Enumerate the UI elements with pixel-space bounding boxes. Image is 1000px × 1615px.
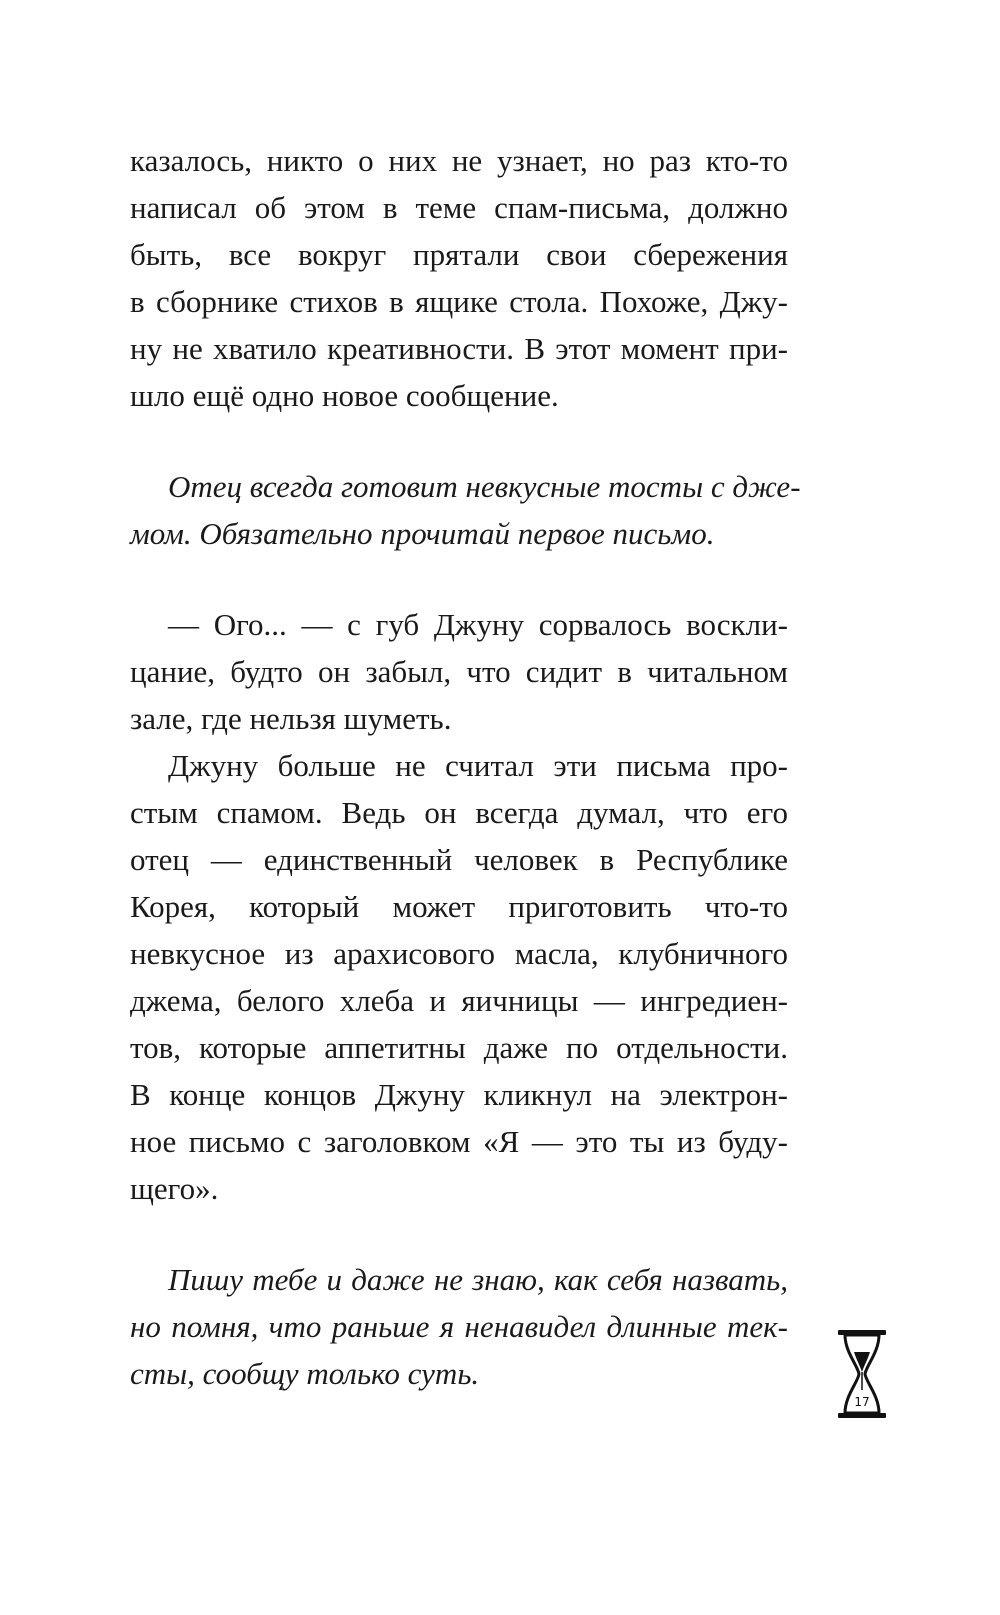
text-line: В конце концов Джуну кликнул на электрон- bbox=[130, 1077, 788, 1112]
italic-line: но помня, что раньше я ненавидел длинные тек- bbox=[130, 1309, 788, 1344]
text-line: невкусное из арахисового масла, клубничного bbox=[130, 936, 788, 971]
text-line: в сборнике стихов в ящике стола. Похоже, Джу- bbox=[130, 284, 788, 319]
text-line: отец — единственный человек в Республике bbox=[130, 842, 788, 877]
text-line: казалось, никто о них не узнает, но раз кто-то bbox=[130, 143, 788, 178]
italic-line: сты, сообщу только суть. bbox=[130, 1356, 480, 1391]
text-line: — Ого... — с губ Джуну сорвалось воскли- bbox=[168, 607, 788, 642]
text-line: ное письмо с заголовком «Я — это ты из буду- bbox=[130, 1124, 788, 1159]
italic-line: Пишу тебе и даже не знаю, как себя назвать, bbox=[168, 1262, 788, 1297]
text-line: зале, где нельзя шуметь. bbox=[130, 701, 452, 736]
text-line: Джуну больше не считал эти письма про- bbox=[168, 748, 788, 783]
text-line: написал об этом в теме спам-письма, должно bbox=[130, 190, 788, 225]
text-line: шло ещё одно новое сообщение. bbox=[130, 378, 559, 413]
text-line: джема, белого хлеба и яичницы — ингредиен- bbox=[130, 983, 788, 1018]
text-line: тов, которые аппетитны даже по отдельности. bbox=[130, 1030, 788, 1065]
page-folio bbox=[836, 1328, 888, 1420]
page-number: 17 bbox=[854, 1395, 870, 1409]
italic-line: мом. Обязательно прочитай первое письмо. bbox=[130, 516, 715, 551]
italic-line: Отец всегда готовит невкусные тосты с дже- bbox=[168, 469, 801, 504]
text-line: быть, все вокруг прятали свои сбережения bbox=[130, 237, 788, 272]
text-line: Корея, который может приготовить что-то bbox=[130, 889, 788, 924]
text-line: ну не хватило креативности. В этот момент при- bbox=[130, 331, 788, 366]
text-line: цание, будто он забыл, что сидит в читальном bbox=[130, 654, 788, 689]
text-line: щего». bbox=[130, 1171, 219, 1206]
text-line: стым спамом. Ведь он всегда думал, что его bbox=[130, 795, 788, 830]
